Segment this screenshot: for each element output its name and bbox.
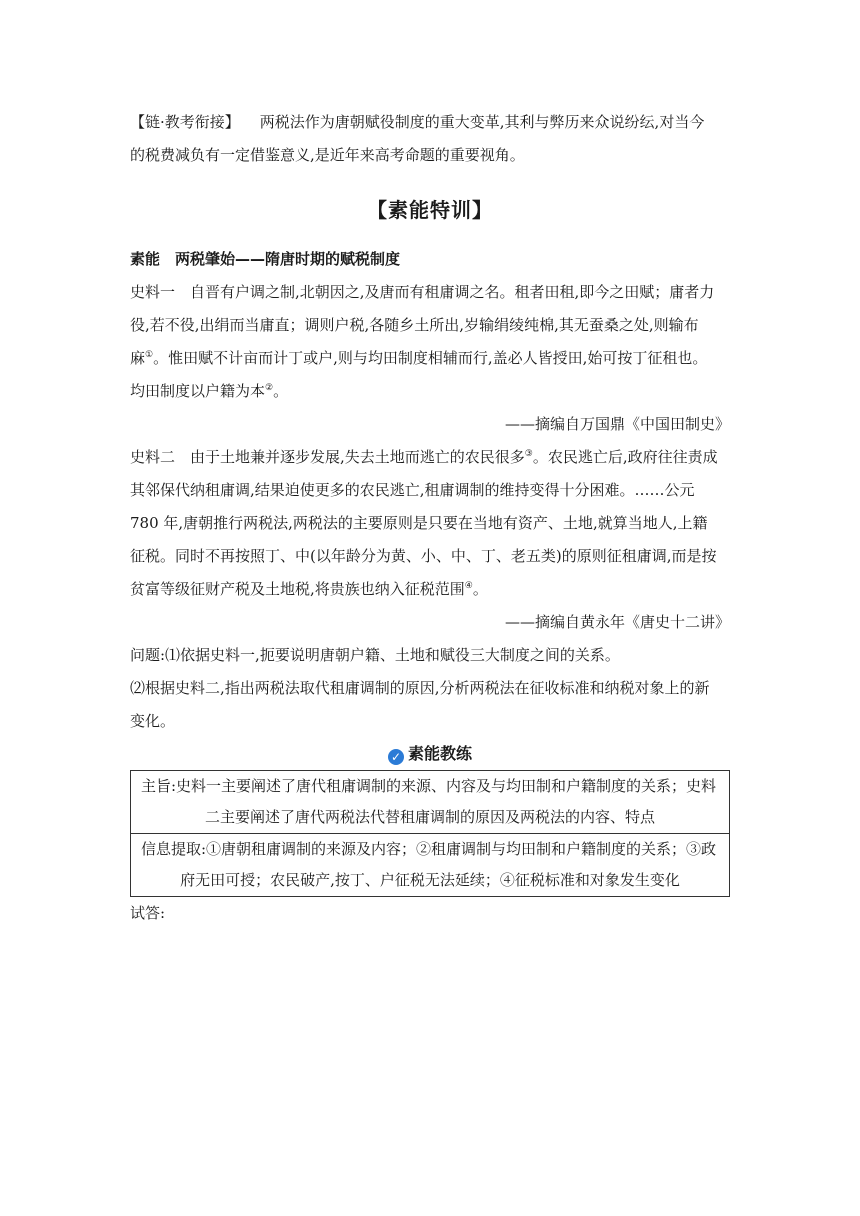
info-extraction-line1: 信息提取:①唐朝租庸调制的来源及内容；②租庸调制与均田制和户籍制度的关系；③政 xyxy=(141,840,717,858)
intro-text-line1: 两税法作为唐朝赋役制度的重大变革,其利与弊历来众说纷纭,对当今 xyxy=(259,113,705,131)
main-idea-line2: 二主要阐述了唐代两税法代替租庸调制的原因及两税法的内容、特点 xyxy=(204,808,655,826)
material-1-line: 史料一 自晋有户调之制,北朝因之,及唐而有租庸调之名。租者田租,即今之田赋；庸者力 xyxy=(130,283,715,301)
question-2-line1: ⑵根据史料二,指出两税法取代租庸调制的原因,分析两税法在征收标准和纳税对象上的新 xyxy=(130,679,710,697)
footnote-marker: ① xyxy=(145,350,154,360)
material-2-line xyxy=(130,573,730,606)
material-2-text: 。农民逃亡后,政府往往责成 xyxy=(532,448,718,466)
material-1-line: 役,若不役,出绢而当庸直；调则户税,各随乡土所出,岁输绢绫纯棉,其无蚕桑之处,则输布 xyxy=(130,316,699,334)
footnote-marker: ③ xyxy=(524,449,533,459)
main-idea-line1: 主旨:史料一主要阐述了唐代租庸调制的来源、内容及与均田制和户籍制度的关系；史料 xyxy=(141,777,717,795)
material-2-text: 史料二 由于土地兼并逐步发展,失去土地而逃亡的农民很多 xyxy=(130,448,525,466)
footnote-marker: ④ xyxy=(464,581,473,591)
document-page xyxy=(130,106,730,930)
training-heading xyxy=(130,740,730,768)
material-1-line xyxy=(130,375,730,408)
intro-tag: 【链·教考衔接】 xyxy=(130,113,240,131)
table-cell-info-extraction xyxy=(131,834,730,897)
material-1-line xyxy=(130,342,730,375)
check-circle-icon: ✓ xyxy=(388,749,404,765)
training-table xyxy=(130,770,730,897)
question-1: 问题:⑴依据史料一,扼要说明唐朝户籍、土地和赋役三大制度之间的关系。 xyxy=(130,646,620,664)
questions xyxy=(130,639,730,738)
info-extraction-line2: 府无田可授；农民破产,按丁、户征税无法延续；④征税标准和对象发生变化 xyxy=(180,871,680,889)
material-1-text: 。 xyxy=(273,382,289,400)
material-1 xyxy=(130,276,730,441)
section-title: 【素能特训】 xyxy=(367,198,493,222)
material-2-line: 其邻保代纳租庸调,结果迫使更多的农民逃亡,租庸调制的维持变得十分困难。……公元 xyxy=(130,481,695,499)
question-2-line2: 变化。 xyxy=(130,712,176,730)
footnote-marker: ② xyxy=(265,383,274,393)
intro-paragraph xyxy=(130,106,730,172)
material-1-source: ——摘编自万国鼎《中国田制史》 xyxy=(504,415,730,433)
material-2 xyxy=(130,441,730,639)
material-1-text: 麻 xyxy=(130,349,146,367)
material-1-text: 均田制度以户籍为本 xyxy=(130,382,266,400)
table-row xyxy=(131,771,730,834)
material-2-line xyxy=(130,441,730,474)
training-heading-text: 素能教练 xyxy=(407,744,472,763)
material-2-text: 。 xyxy=(472,580,488,598)
material-1-text: 。惟田赋不计亩而计丁或户,则与均田制度相辅而行,盖必人皆授田,始可按丁征租也。 xyxy=(153,349,708,367)
material-2-source: ——摘编自黄永年《唐史十二讲》 xyxy=(504,613,730,631)
sub-heading: 素能 两税肇始——隋唐时期的赋税制度 xyxy=(130,250,401,268)
material-2-line: 征税。同时不再按照丁、中(以年龄分为黄、小、中、丁、老五类)的原则征租庸调,而是按 xyxy=(130,547,717,565)
table-row xyxy=(131,834,730,897)
table-cell-main-idea xyxy=(131,771,730,834)
material-2-line: 780 年,唐朝推行两税法,两税法的主要原则是只要在当地有资产、土地,就算当地人,上籍 xyxy=(130,514,708,532)
answer-label: 试答: xyxy=(130,904,166,922)
material-2-text: 贫富等级征财产税及土地税,将贵族也纳入征税范围 xyxy=(130,580,465,598)
intro-text-line2: 的税费减负有一定借鉴意义,是近年来高考命题的重要视角。 xyxy=(130,146,525,164)
